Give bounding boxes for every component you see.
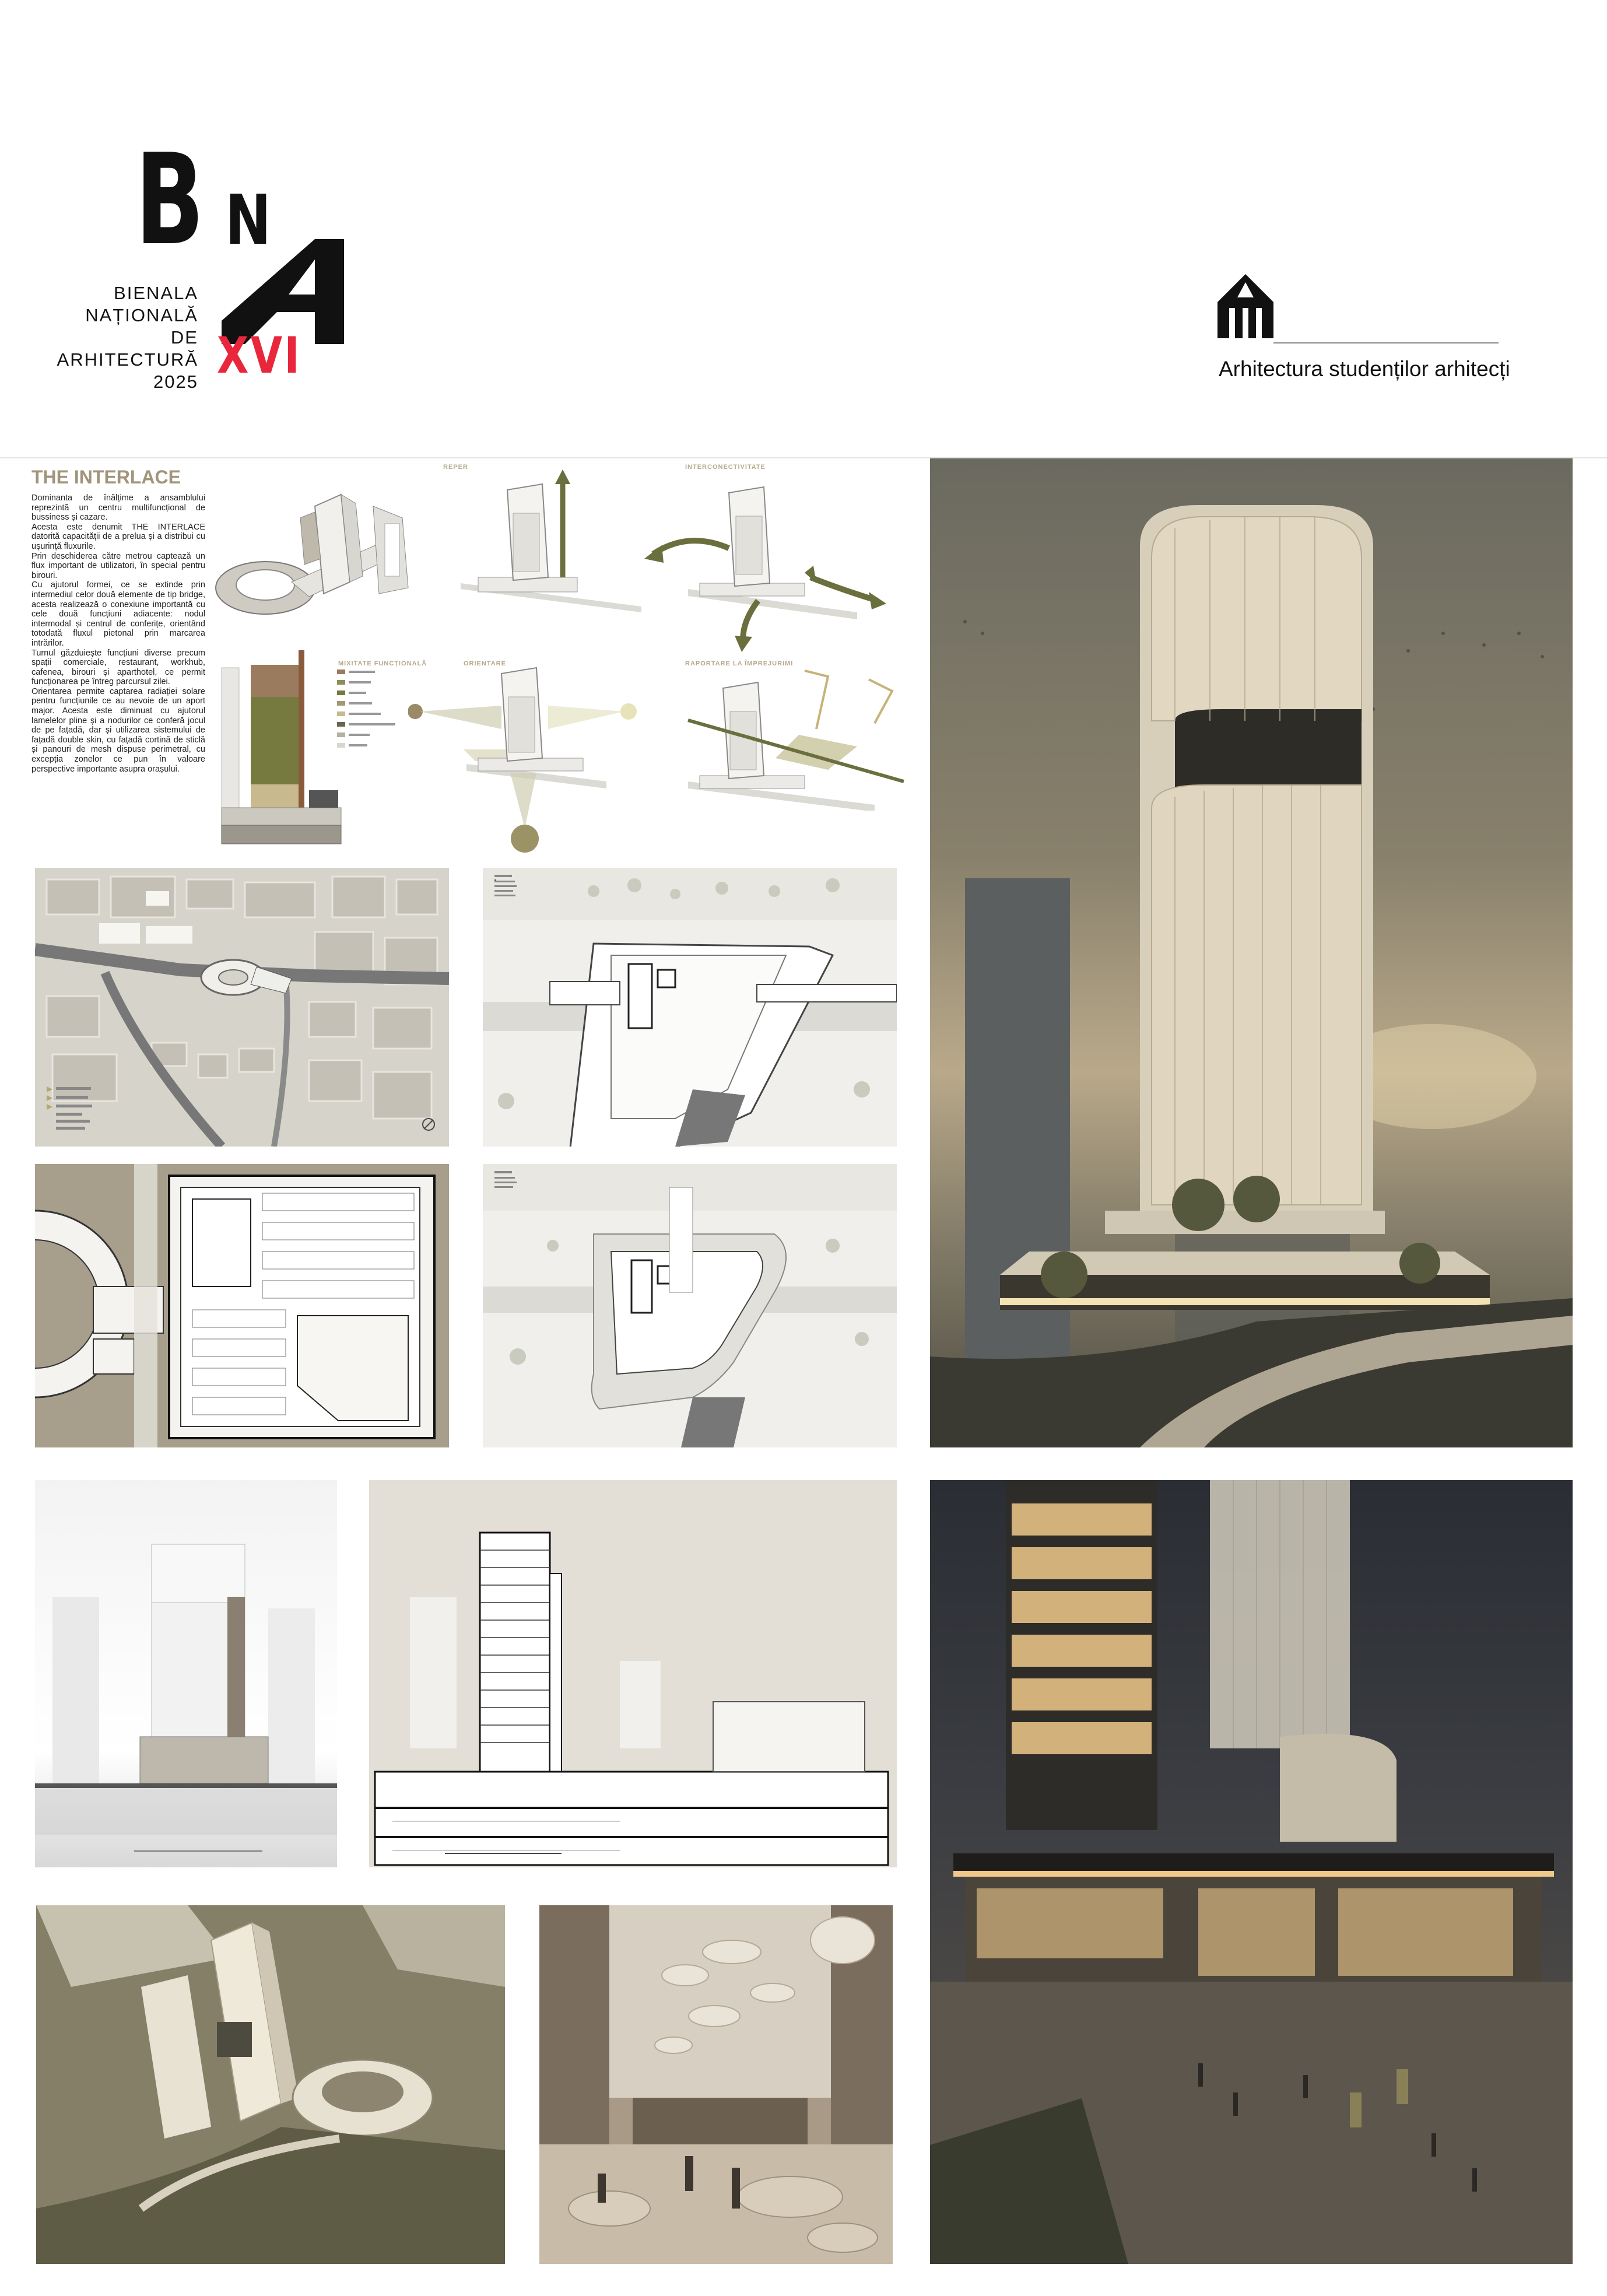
logo-line-2: NAȚIONALĂ xyxy=(85,305,198,325)
description-paragraph: Turnul găzduiește funcțiuni diverse precum spații comerciale, restaurant, workhub, cafenea, birouri și aparthotel, ce permit funcționarea pe întreg parcursul zilei. xyxy=(31,648,205,687)
logo-divider xyxy=(1273,342,1499,343)
section-drawing-svg xyxy=(369,1480,897,1867)
description-paragraph: Prin deschiderea către metrou captează un flux important de utilizatori, în special pentru birouri. xyxy=(31,551,205,580)
render-night-drawing xyxy=(930,1480,1573,2264)
floor-plan-basement xyxy=(35,1164,449,1447)
logo-letter-b: B xyxy=(135,127,204,273)
render-day-drawing xyxy=(930,458,1573,1447)
scheme-orientare xyxy=(408,665,653,857)
logo-letter-n: N xyxy=(225,180,272,260)
floor-plan-basement-drawing xyxy=(35,1164,449,1447)
render-aerial-drawing xyxy=(36,1905,505,2264)
description-paragraph: Cu ajutorul formei, ce se extinde prin intermediul celor două elemente de tip bridge, acesta realizează o conexiune importantă cu cele două funcțiuni adiacente: nodul intermodal și centrul de conferițe, orientând totodată fluxul pietonal prin marcarea intrărilor. xyxy=(31,580,205,648)
scheme-raportare xyxy=(682,665,915,811)
description-paragraph: Orientarea permite captarea radiației solare pentru funcțiunile ce au nevoie de un aport major. Acesta este diminuat cu ajutorul lamelelor pline și a nodurilor ce conferă jocul de pe fațadă, dar și utilizarea sistemului de fațadă double skin, cu fațadă cortină de sticlă și panouri de mesh dispuse perimetral, cu excepția zonelor ce pun în valoare perspective importante asupra orașului. xyxy=(31,686,205,774)
elevation-drawing-svg xyxy=(35,1480,337,1867)
scheme-interconectivitate xyxy=(612,467,898,653)
project-description xyxy=(31,493,205,774)
section-tagline: Arhitectura studenților arhitecți xyxy=(1219,357,1510,381)
logo-line-4: ARHITECTURĂ xyxy=(57,349,198,370)
floor-plan-level-1 xyxy=(483,868,897,1147)
floor-plan-level-1-drawing xyxy=(483,868,897,1147)
function-legend xyxy=(337,669,401,774)
massing-axonometric xyxy=(210,471,437,646)
render-aerial xyxy=(36,1905,505,2264)
scheme-label-orientare: ORIENTARE xyxy=(464,660,506,667)
site-plan-drawing xyxy=(35,868,449,1147)
pencil-house-icon xyxy=(1217,274,1273,338)
site-plan xyxy=(35,868,449,1147)
logo-line-5: 2025 xyxy=(153,371,198,392)
section-drawing xyxy=(369,1480,897,1867)
logo-line-3: DE xyxy=(170,327,198,348)
scheme-label-mixitate: MIXITATE FUNCȚIONALĂ xyxy=(338,660,427,667)
scheme-label-interconectivitate: INTERCONECTIVITATE xyxy=(685,464,766,471)
scheme-label-reper: REPER xyxy=(443,464,468,471)
scheme-section-function-mix xyxy=(210,650,344,849)
description-paragraph: Acesta este denumit THE INTERLACE datorită capacității de a prelua și a distribui cu ușurință fluxurile. xyxy=(31,522,205,551)
scheme-label-raportare: RAPORTARE LA ÎMPREJURIMI xyxy=(685,660,794,667)
logo-line-1: BIENALA xyxy=(114,283,198,303)
render-interior-lobby xyxy=(539,1905,893,2264)
floor-plan-level-3-drawing xyxy=(483,1164,897,1447)
logo-edition: XVI xyxy=(217,327,302,385)
description-paragraph: Dominanta de înălțime a ansamblului reprezintă un centru multifuncțional de bussiness și cazare. xyxy=(31,493,205,523)
render-night-exterior xyxy=(930,1480,1573,2264)
project-title: THE INTERLACE xyxy=(31,467,181,488)
elevation-drawing xyxy=(35,1480,337,1867)
render-interior-drawing xyxy=(539,1905,893,2264)
logo-lines xyxy=(57,283,198,399)
floor-plan-level-3 xyxy=(483,1164,897,1447)
render-day-exterior xyxy=(930,458,1573,1447)
bna-logo xyxy=(0,0,408,458)
